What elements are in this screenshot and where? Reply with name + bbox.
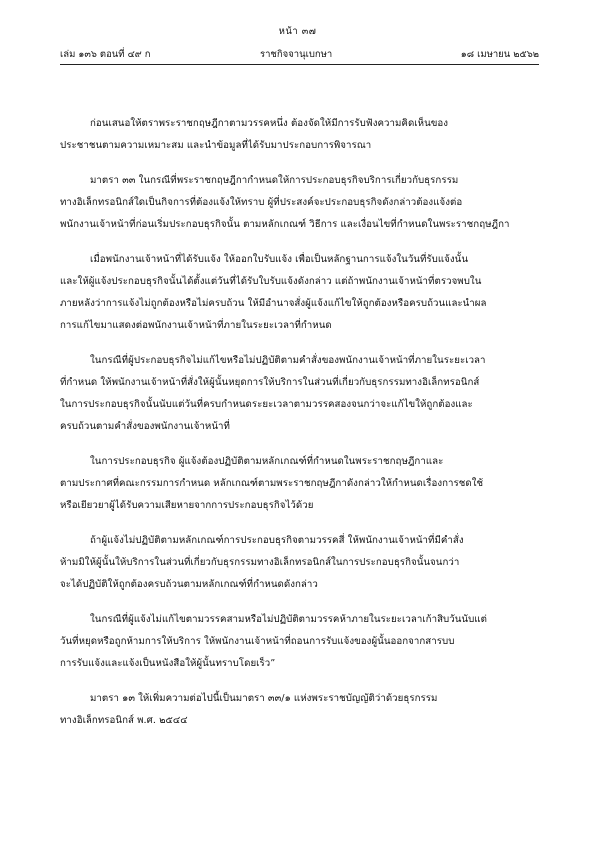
text-line: ห้ามมิให้ผู้นั้นให้บริการในส่วนที่เกี่ยวกับธุรกรรมทางอิเล็กทรอนิกส์ในการประกอบธุรกิจนั้นจนกว่า [60, 557, 460, 568]
text-line: การรับแจ้งและแจ้งเป็นหนังสือให้ผู้นั้นทราบโดยเร็ว” [60, 658, 276, 669]
paragraph [60, 451, 539, 517]
text-line: ในการประกอบธุรกิจ ผู้แจ้งต้องปฏิบัติตามหลักเกณฑ์ที่กำหนดในพระราชกฤษฎีกาและ [90, 456, 444, 467]
paragraph [60, 113, 539, 157]
text-line: พนักงานเจ้าหน้าที่ก่อนเริ่มประกอบธุรกิจนั้น ตามหลักเกณฑ์ วิธีการ และเงื่อนไขที่กำหนดในพระราชกฤษฎีกา [60, 219, 510, 230]
text-line: ครบถ้วนตามคำสั่งของพนักงานเจ้าหน้าที่ [60, 421, 230, 432]
text-line: และให้ผู้แจ้งประกอบธุรกิจนั้นได้ตั้งแต่วันที่ได้รับใบรับแจ้งดังกล่าว แต่ถ้าพนักงานเจ้าหน้าที่ตรวจพบใน [60, 276, 482, 287]
paragraph-gap [60, 596, 539, 609]
header-rule [60, 64, 539, 65]
text-line: ในการประกอบธุรกิจนั้นนับแต่วันที่ครบกำหนดระยะเวลาตามวรรคสองจนกว่าจะแก้ไขให้ถูกต้องและ [60, 399, 473, 410]
gazette-header [60, 47, 539, 61]
paragraph-gap [60, 675, 539, 688]
text-line: เมื่อพนักงานเจ้าหน้าที่ได้รับแจ้ง ให้ออกใบรับแจ้ง เพื่อเป็นหลักฐานการแจ้งในวันที่รับแจ้งนั้น [90, 254, 469, 265]
paragraph-gap [60, 157, 539, 170]
text-line: ถ้าผู้แจ้งไม่ปฏิบัติตามหลักเกณฑ์การประกอบธุรกิจตามวรรคสี่ ให้พนักงานเจ้าหน้าที่มีคำสั่ง [90, 535, 464, 546]
text-line: มาตรา ๑๓ ให้เพิ่มความต่อไปนี้เป็นมาตรา ๓๓/๑ แห่งพระราชบัญญัติว่าด้วยธุรกรรม [90, 693, 438, 704]
paragraph-gap [60, 438, 539, 451]
volume-issue: เล่ม ๑๓๖ ตอนที่ ๔๙ ก [60, 49, 151, 60]
text-line: ทางอิเล็กทรอนิกส์ใดเป็นกิจการที่ต้องแจ้งให้ทราบ ผู้ที่ประสงค์จะประกอบธุรกิจดังกล่าวต้องแจ้งต่อ [60, 197, 463, 208]
text-line: ในกรณีที่ผู้ประกอบธุรกิจไม่แก้ไขหรือไม่ปฏิบัติตามคำสั่งของพนักงานเจ้าหน้าที่ภายในระยะเวลา [90, 355, 486, 366]
paragraph [60, 170, 539, 236]
publication-date: ๑๘ เมษายน ๒๕๖๒ [460, 49, 539, 60]
text-line: จะได้ปฏิบัติให้ถูกต้องครบถ้วนตามหลักเกณฑ์ที่กำหนดดังกล่าว [60, 579, 318, 590]
text-line: ในกรณีที่ผู้แจ้งไม่แก้ไขตามวรรคสามหรือไม่ปฏิบัติตามวรรคห้าภายในระยะเวลาเก้าสิบวันนับแต่ [90, 614, 487, 625]
text-line: ทางอิเล็กทรอนิกส์ พ.ศ. ๒๕๔๔ [60, 715, 188, 726]
text-line: ที่กำหนด ให้พนักงานเจ้าหน้าที่สั่งให้ผู้นั้นหยุดการให้บริการในส่วนที่เกี่ยวกับธุรกรรมทางอิเล็กทรอนิกส์ [60, 377, 480, 388]
document-body [60, 113, 539, 732]
text-line: ภายหลังว่าการแจ้งไม่ถูกต้องหรือไม่ครบถ้วน ให้มีอำนาจสั่งผู้แจ้งแก้ไขให้ถูกต้องหรือครบถ้วนและนำผล [60, 298, 487, 309]
paragraph-gap [60, 517, 539, 530]
publication-name: ราชกิจจานุเบกษา [260, 49, 333, 60]
text-line: วันที่หยุดหรือถูกห้ามการให้บริการ ให้พนักงานเจ้าหน้าที่ถอนการรับแจ้งของผู้นั้นออกจากสารบบ [60, 636, 455, 647]
page-number: หน้า ๓๗ [278, 26, 317, 37]
text-line: ตามประกาศที่คณะกรรมการกำหนด หลักเกณฑ์ตามพระราชกฤษฎีกาดังกล่าวให้กำหนดเรื่องการชดใช้ [60, 478, 484, 489]
paragraph [60, 609, 539, 675]
paragraph [60, 530, 539, 596]
paragraph-gap [60, 236, 539, 249]
text-line: ประชาชนตามความเหมาะสม และนำข้อมูลที่ได้รับมาประกอบการพิจารณา [60, 140, 372, 151]
text-line: ก่อนเสนอให้ตราพระราชกฤษฎีกาตามวรรคหนึ่ง ต้องจัดให้มีการรับฟังความคิดเห็นของ [90, 118, 449, 129]
paragraph-gap [60, 337, 539, 350]
paragraph [60, 688, 539, 732]
paragraph [60, 350, 539, 438]
text-line: การแก้ไขมาแสดงต่อพนักงานเจ้าหน้าที่ภายในระยะเวลาที่กำหนด [60, 320, 332, 331]
text-line: หรือเยียวยาผู้ได้รับความเสียหายจากการประกอบธุรกิจไว้ด้วย [60, 500, 314, 511]
text-line: มาตรา ๓๓ ในกรณีที่พระราชกฤษฎีกากำหนดให้การประกอบธุรกิจบริการเกี่ยวกับธุรกรรม [90, 175, 459, 186]
paragraph [60, 249, 539, 337]
